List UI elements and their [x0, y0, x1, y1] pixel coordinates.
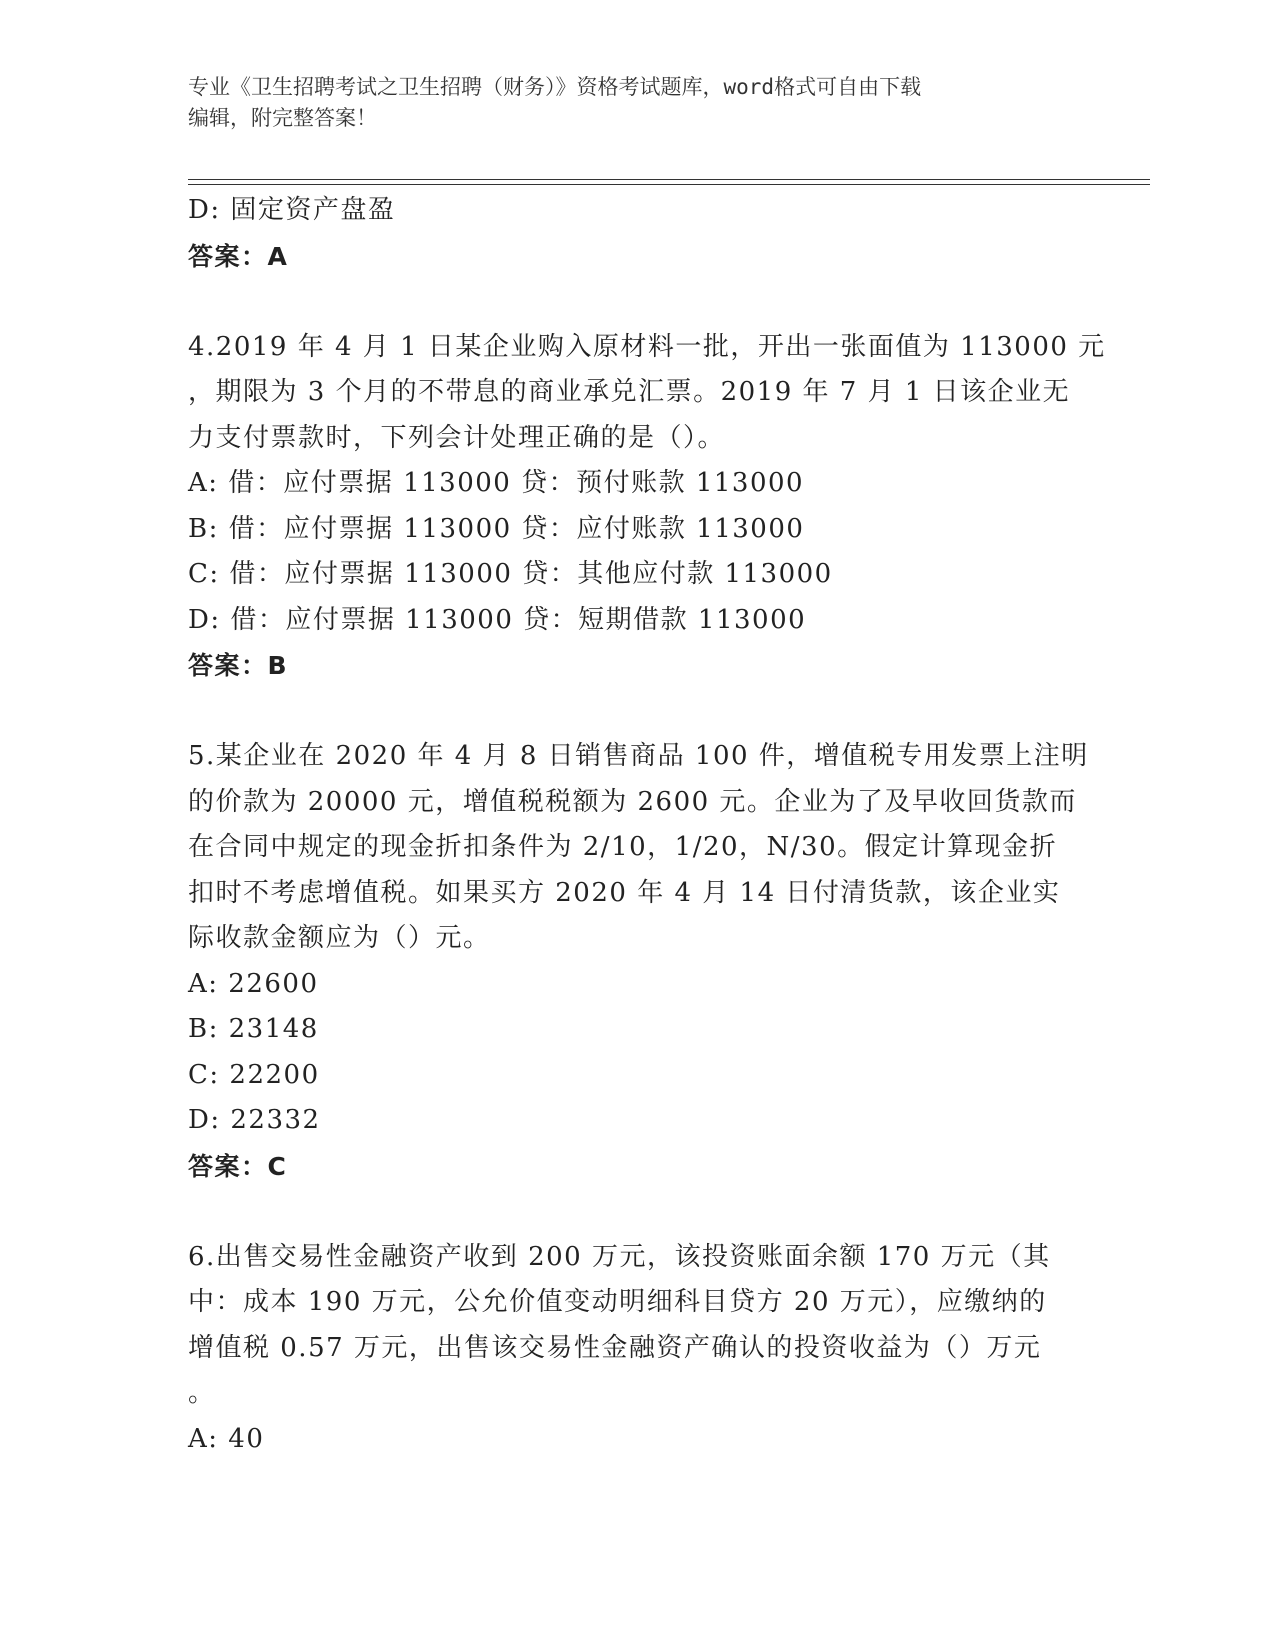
- header-divider-bottom: [188, 184, 1150, 185]
- question-5-option-b: B: 23148: [188, 1014, 319, 1044]
- question-5-option-c: C: 22200: [188, 1059, 320, 1090]
- question-4-option-d: D: 借：应付票据 113000 贷：短期借款 113000: [188, 604, 807, 635]
- question-5-stem-line: 际收款金额应为（）元。: [188, 923, 491, 953]
- question-4-option-a: A: 借：应付票据 113000 贷：预付账款 113000: [188, 468, 805, 498]
- question-6-stem-line: 增值税 0.57 万元，出售该交易性金融资产确认的投资收益为（）万元: [188, 1332, 1042, 1363]
- document-header: [188, 72, 1068, 134]
- option-d-previous: D: 固定资产盘盈: [188, 195, 396, 225]
- answer-previous: 答案：A: [188, 241, 289, 271]
- question-4-answer: 答案：B: [188, 651, 289, 680]
- header-line-2: 编辑，附完整答案！: [188, 106, 377, 130]
- question-content: [188, 188, 1106, 1462]
- question-5-stem-line: 的价款为 20000 元，增值税税额为 2600 元。企业为了及早收回货款而: [188, 786, 1077, 817]
- question-5-option-a: A: 22600: [188, 968, 319, 999]
- question-6-option-a: A: 40: [188, 1423, 265, 1454]
- question-6-stem-line: 。: [188, 1378, 216, 1408]
- spacer: [188, 279, 1088, 325]
- question-6-stem-line: 6.出售交易性金融资产收到 200 万元，该投资账面余额 170 万元（其: [188, 1241, 1051, 1272]
- question-5-stem-line: 在合同中规定的现金折扣条件为 2/10，1/20，N/30。假定计算现金折: [188, 832, 1058, 862]
- spacer: [188, 689, 1088, 735]
- header-line-1: 专业《卫生招聘考试之卫生招聘（财务）》资格考试题库，word格式可自由下载: [188, 75, 922, 99]
- question-5-stem-line: 5.某企业在 2020 年 4 月 8 日销售商品 100 件，增值税专用发票上注明: [188, 741, 1089, 771]
- question-4-stem-line: ，期限为 3 个月的不带息的商业承兑汇票。2019 年 7 月 1 日该企业无: [188, 377, 1071, 407]
- question-4-option-c: C: 借：应付票据 113000 贷：其他应付款 113000: [188, 559, 833, 589]
- question-5-option-d: D: 22332: [188, 1105, 321, 1135]
- header-divider-top: [188, 179, 1150, 180]
- question-4-option-b: B: 借：应付票据 113000 贷：应付账款 113000: [188, 513, 805, 544]
- spacer: [188, 1189, 1088, 1235]
- question-5-answer: 答案：C: [188, 1151, 288, 1181]
- question-4-stem-line: 4.2019 年 4 月 1 日某企业购入原材料一批，开出一张面值为 113000 元: [188, 331, 1106, 362]
- question-5-stem-line: 扣时不考虑增值税。如果买方 2020 年 4 月 14 日付清货款，该企业实: [188, 877, 1061, 908]
- question-6-stem-line: 中：成本 190 万元，公允价值变动明细科目贷方 20 万元），应缴纳的: [188, 1287, 1047, 1317]
- question-4-stem-line: 力支付票款时，下列会计处理正确的是（）。: [188, 422, 726, 453]
